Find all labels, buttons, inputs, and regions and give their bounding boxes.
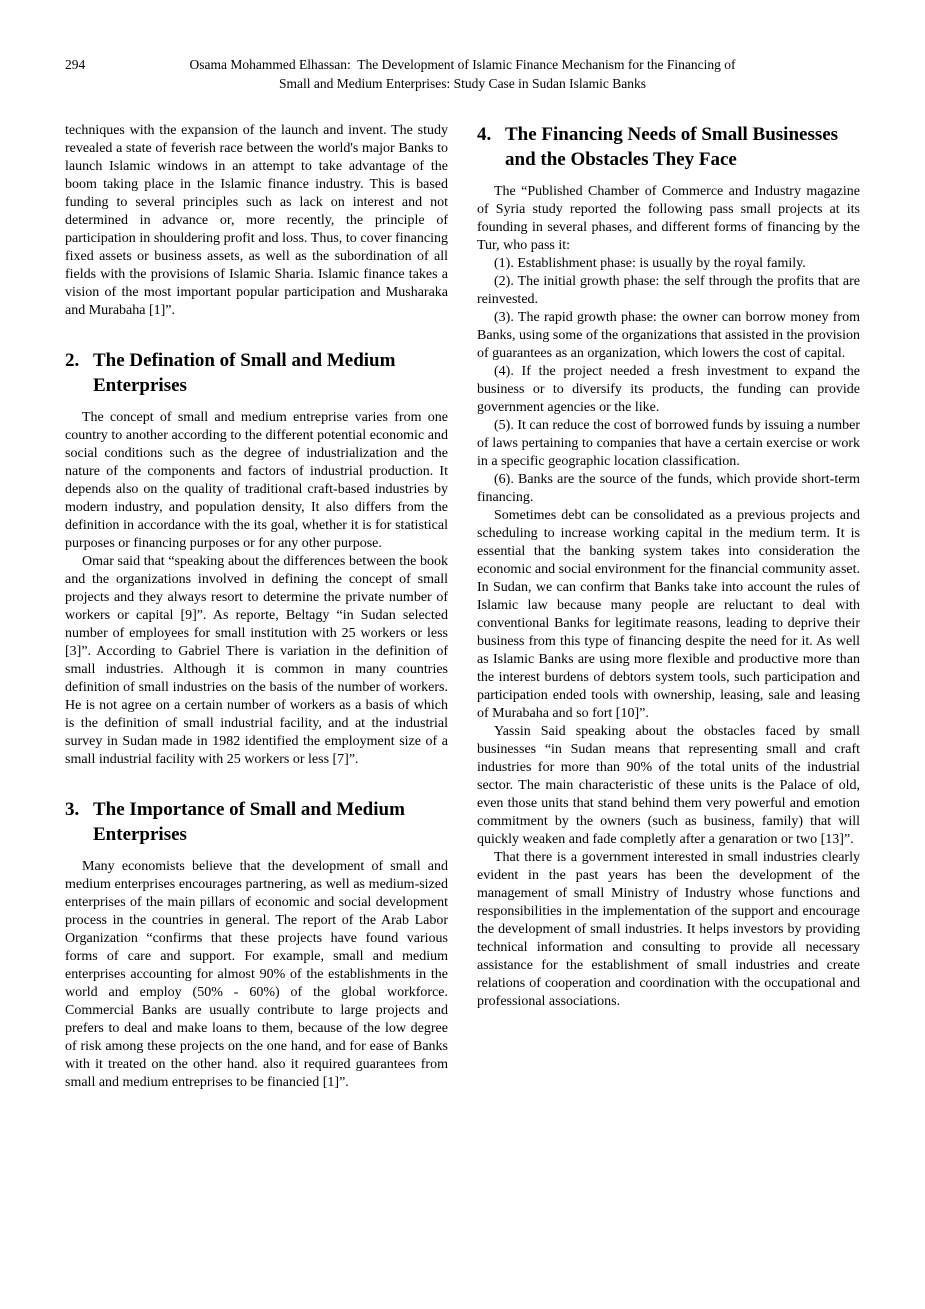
left-column <box>65 122 448 1092</box>
section-2-title: The Defination of Small and Medium Enterprises <box>93 350 396 396</box>
section-2-number: 2. <box>65 350 80 371</box>
page-number: 294 <box>65 57 86 72</box>
paragraph-government-interest: That there is a government interested in small industries clearly evident in the past years has been the development of the management of small Ministry of Industry whose functions and responsibilities in the implementation of the support and encourage the development of small industries. It helps investors by providing technical information and consulting to provide all necessary assistance for the establishment of small industries and create relations of cooperation and coordination with the occupational and professional associations. <box>477 850 860 1009</box>
section-4-title: The Financing Needs of Small Businesses and the Obstacles They Face <box>505 124 839 170</box>
numbered-item-3: (3). The rapid growth phase: the owner can borrow money from Banks, using some of the organizations that assisted in the provision of guarantees as an organization, which lowers the cost of capital. <box>477 310 860 361</box>
section-4-number: 4. <box>477 124 492 145</box>
section-3-paragraph-1: Many economists believe that the development of small and medium enterprises encourages partnering, as well as medium-sized enterprises of the main pillars of economic and social development process in the countries in general. The report of the Arab Labor Organization “confirms that these projects have found various forms of care and support. For example, small and medium enterprises accounting for almost 90% of the establishments in the world and employ (50% - 60%) of the global workforce. Commercial Banks are usually contribute to large projects and prefers to deal and make loans to them, because of the low degree of risk among these projects on the one hand, and for ease of Banks with it treated on the other hand. also it required guarantees from small and medium entreprises to be financied [1]”. <box>65 859 448 1090</box>
section-2-paragraph-2: Omar said that “speaking about the differences between the book and the organizations involved in defining the concept of small projects and they always resort to determine the private number of workers or capital [9]”. As reporte, Beltagy “in Sudan selected number of employees for small institution with 25 workers or less [3]”. According to Gabriel There is variation in the definition of small industries. Although it is common in many countries definition of small industries on the basis of the number of workers. He is not agree on a certain number of workers as a basis of which is the definition of small industrial facility, and at the industrial survey in Sudan made in 1982 identified the employment size of a small industrial facility with 25 workers or less [7]”. <box>65 554 448 767</box>
section-3-title: The Importance of Small and Medium Enterprises <box>93 799 405 845</box>
right-column <box>477 122 860 1092</box>
paragraph-debt-consolidation: Sometimes debt can be consolidated as a previous projects and scheduling to increase working capital in the medium term. It is essential that the banking system takes into consideration the economic and social environment for the financial community asset. In Sudan, we can confirm that Banks take into account the rules of Islamic law because many people are reluctant to deal with conventional Banks for legitimate reasons, leading to deprive their business from this type of financing despite the need for it. As well as Islamic Banks are using more flexible and productive more than the interest burdens of debtors system tools, such participation and participation ended tools with ownership, leasing, sale and leasing of Murabaha and so fort [10]”. <box>477 508 860 721</box>
numbered-item-1: (1). Establishment phase: is usually by the royal family. <box>494 256 806 271</box>
paragraph-yassin-obstacles: Yassin Said speaking about the obstacles faced by small businesses “in Sudan means that representing small and craft industries for more than 90% of the total units of the industrial sector. The main characteristic of these units is the Palace of old, even those units that stand behind them very powerful and emotion commitment by the owners (such as business, family) that will quickly weaken and fade completly after a genaration or two [13]”. <box>477 724 860 847</box>
running-title-line-1: Osama Mohammed Elhassan: The Development of Islamic Finance Mechanism for the Financing of <box>189 57 736 72</box>
section-4-intro-paragraph: The “Published Chamber of Commerce and Industry magazine of Syria study reported the following pass small projects at its founding in several phases, and different forms of financing by the Tur, who pass it: <box>477 184 860 253</box>
continuation-paragraph: techniques with the expansion of the launch and invent. The study revealed a state of feverish race between the world's major Banks to launch Islamic windows in an attempt to take advantage of the boom taking place in the Islamic finance industry. This is based funding to several principles such as lack on interest and not determined in advance or, more recently, the principle of participation in shouldering profit and loss. Thus, to cover financing fixed assets or business assets, as well as the subordination of all fields with the provisions of Islamic Sharia. Islamic finance takes a vision of the most important popular participation and Musharaka and Murabaha [1]”. <box>65 123 448 318</box>
numbered-item-4: (4). If the project needed a fresh investment to expand the business or to diversify its products, the funding can provide government agencies or the like. <box>477 364 860 415</box>
section-2-heading <box>65 348 448 398</box>
numbered-item-2: (2). The initial growth phase: the self through the profits that are reinvested. <box>477 274 860 307</box>
section-4-heading <box>477 122 860 172</box>
section-3-number: 3. <box>65 799 80 820</box>
two-column-body <box>65 122 860 1092</box>
numbered-item-6: (6). Banks are the source of the funds, which provide short-term financing. <box>477 472 860 505</box>
running-title-line-2: Small and Medium Enterprises: Study Case in Sudan Islamic Banks <box>278 76 647 91</box>
section-2-paragraph-1: The concept of small and medium entreprise varies from one country to another according to the different potential economic and social conditions such as the degree of industrialization and the nature of the components and factors of industrial production. It depends also on the quality of traditional craft-based industries by modern industry, and population density, It also differs from the definition in accordance with the its goal, whether it is for statistical purposes or financing purposes or for any other purpose. <box>65 410 448 551</box>
page-header <box>65 55 860 93</box>
numbered-item-5: (5). It can reduce the cost of borrowed funds by issuing a number of laws pertaining to companies that have a certain exercise or work in a specific geographic location classification. <box>477 418 860 469</box>
section-3-heading <box>65 797 448 847</box>
